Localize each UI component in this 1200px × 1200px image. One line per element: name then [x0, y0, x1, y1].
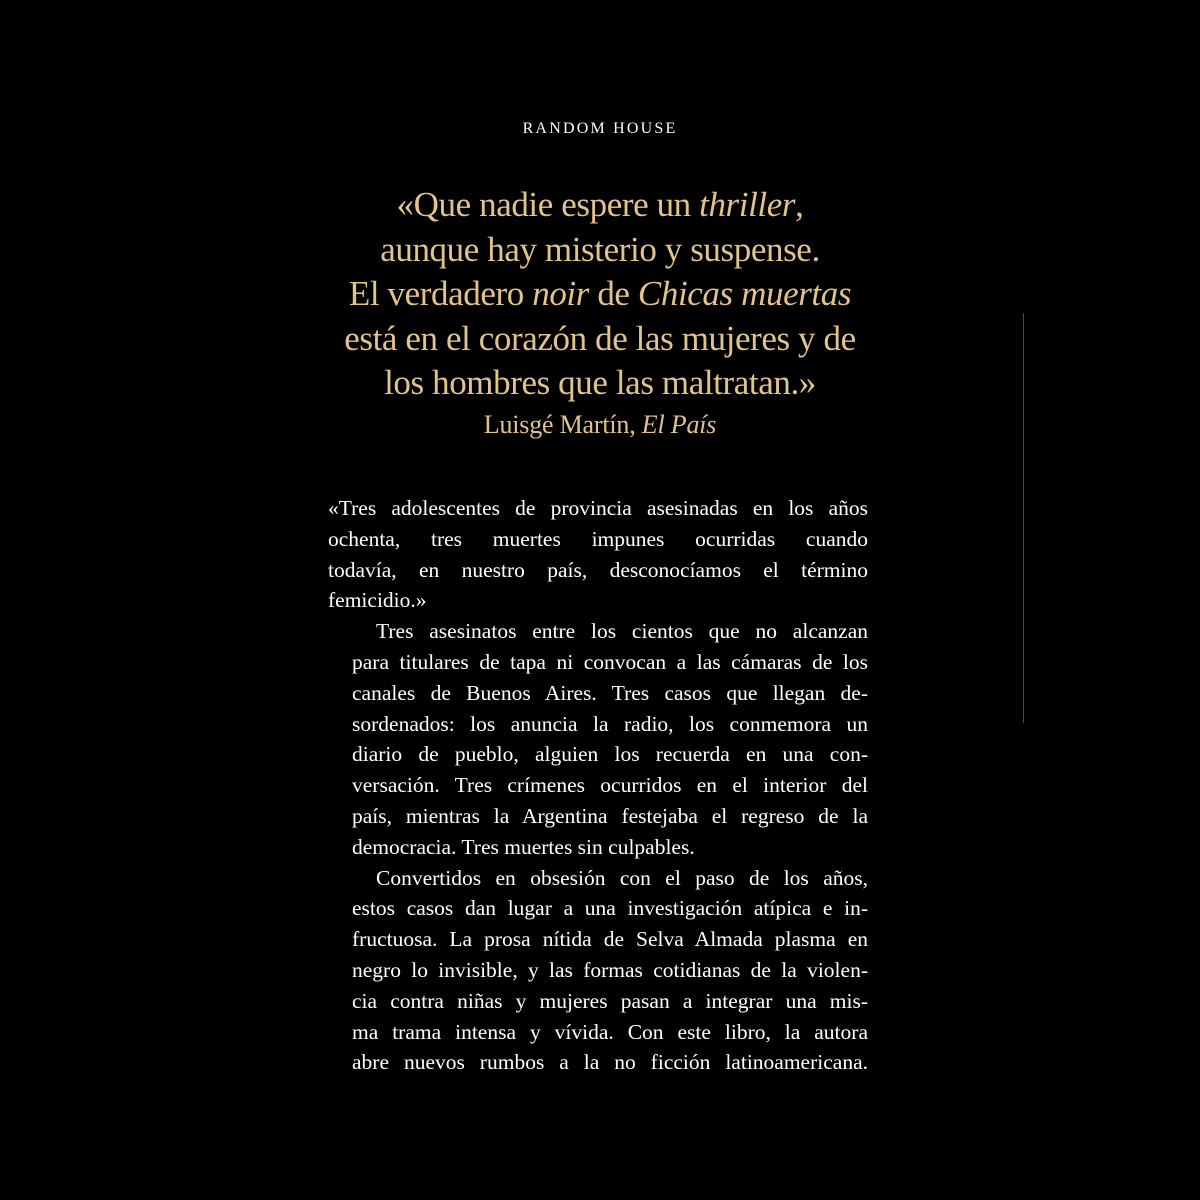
- quote-italic-text: noir: [532, 274, 589, 313]
- quote-text: de: [588, 274, 638, 313]
- text-line: diario de pueblo, alguien los recuerda en una con-: [352, 742, 868, 767]
- quote-line-1: [250, 183, 950, 228]
- text-line: abre nuevos rumbos a la no ficción latinoamericana.: [352, 1050, 868, 1075]
- attribution-source: El País: [641, 410, 717, 439]
- quote-text: «Que nadie espere un: [396, 185, 700, 224]
- text-line: país, mientras la Argentina festejaba el regreso de la: [352, 803, 868, 828]
- text-line: estos casos dan lugar a una investigación atípica e in-: [352, 896, 868, 921]
- text-line: fructuosa. La prosa nítida de Selva Almada plasma en: [352, 927, 868, 952]
- quote-attribution: [250, 409, 950, 441]
- text-line: Tres asesinatos entre los cientos que no alcanzan: [376, 619, 868, 644]
- text-line: versación. Tres crímenes ocurridos en el interior del: [352, 773, 868, 798]
- quote-line-5: los hombres que las maltratan.»: [384, 363, 816, 402]
- attribution-author: Luisgé Martín,: [483, 410, 642, 439]
- review-quote: [250, 183, 950, 406]
- spine-fold-line: [1023, 313, 1024, 723]
- quote-line-3: [250, 272, 950, 317]
- synopsis-paragraph-1: [328, 493, 868, 616]
- book-title-italic: Chicas muertas: [637, 274, 852, 313]
- text-line: cia contra niñas y mujeres pasan a integrar una mis-: [352, 988, 868, 1013]
- quote-text: ,: [795, 185, 804, 224]
- text-line: «Tres adolescentes de provincia asesinadas en los años: [328, 496, 868, 520]
- synopsis-paragraph-3: [328, 863, 868, 1079]
- text-line: femicidio.»: [328, 588, 427, 613]
- text-line: todavía, en nuestro país, desconocíamos el término: [328, 557, 868, 582]
- synopsis-text: [328, 493, 868, 1078]
- text-line: sordenados: los anuncia la radio, los conmemora un: [352, 711, 868, 736]
- quote-line-2: aunque hay misterio y suspense.: [380, 229, 820, 269]
- quote-text: El verdadero: [348, 274, 533, 313]
- quote-line-4: está en el corazón de las mujeres y de: [344, 318, 856, 358]
- publisher-name: RANDOM HOUSE: [522, 120, 678, 137]
- text-line: Convertidos en obsesión con el paso de los años,: [376, 865, 868, 890]
- synopsis-paragraph-2: [328, 616, 868, 862]
- quote-italic-text: thriller: [699, 185, 796, 224]
- text-line: democracia. Tres muertes sin culpables.: [352, 834, 695, 859]
- text-line: ma trama intensa y vívida. Con este libro, la autora: [352, 1019, 868, 1044]
- text-line: ochenta, tres muertes impunes ocurridas cuando: [328, 526, 868, 551]
- text-line: negro lo invisible, y las formas cotidianas de la violen-: [352, 957, 868, 982]
- text-line: canales de Buenos Aires. Tres casos que llegan de-: [352, 680, 868, 705]
- text-line: para titulares de tapa ni convocan a las cámaras de los: [352, 649, 868, 674]
